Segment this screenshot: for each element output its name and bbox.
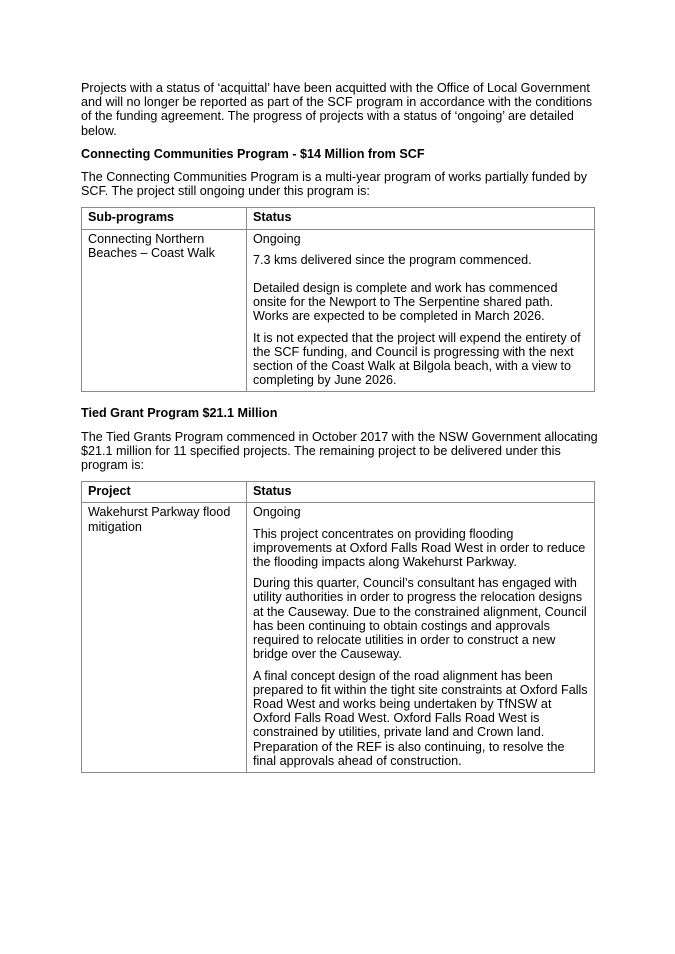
column-header-sub-programs: Sub-programs (82, 208, 247, 229)
status-paragraph: It is not expected that the project will expend the entirety of the SCF funding, and Council is progressing with the next section of the Coast Walk at Bilgola beach, with a view to completing by June 2026. (253, 330, 581, 388)
document-page (81, 81, 601, 787)
table-row (82, 503, 595, 772)
status-cell (247, 503, 595, 772)
status-paragraph: This project concentrates on providing flooding improvements at Oxford Falls Road West in order to reduce the flooding impacts along Wakehurst Parkway. (253, 526, 586, 570)
intro-paragraph: Projects with a status of ‘acquittal’ have been acquitted with the Office of Local Government and will no longer be reported as part of the SCF program in accordance with the conditions of the funding agreement. The progress of projects with a status of ‘ongoing’ are detailed below. (81, 81, 593, 138)
section-intro-tied-grant: The Tied Grants Program commenced in October 2017 with the NSW Government allocating $21.1 million for 11 specified projects. The remaining project to be delivered under this program is: (81, 429, 598, 473)
table-row (82, 229, 595, 392)
column-header-status: Status (247, 482, 595, 503)
status-paragraph: A final concept design of the road alignment has been prepared to fit within the tight site constraints at Oxford Falls Road West and works being undertaken by TfNSW at Oxford Falls Road West. Oxford Falls Road West is constrained by utilities, private land and Crown land. Preparation of the REF is also continuing, to resolve the final approvals ahead of construction. (253, 668, 588, 768)
status-paragraph: During this quarter, Council’s consultant has engaged with utility authorities in order to progress the relocation designs at the Causeway. Due to the constrained alignment, Council has been continuing to obtain costings and approvals required to relocate utilities in order to construct a new bridge over the Causeway. (253, 576, 587, 662)
table-header-row (82, 482, 595, 503)
section-intro-connecting-communities: The Connecting Communities Program is a multi-year program of works partially funded by SCF. The project still ongoing under this program is: (81, 170, 588, 199)
status-value: Ongoing (253, 231, 301, 246)
status-paragraph: 7.3 kms delivered since the program commenced. (253, 252, 532, 267)
projects-table (81, 481, 595, 773)
section-heading-tied-grant: Tied Grant Program $21.1 Million (81, 406, 278, 421)
section-heading-connecting-communities: Connecting Communities Program - $14 Million from SCF (81, 146, 425, 161)
status-cell (247, 229, 595, 392)
sub-program-name: Connecting Northern Beaches – Coast Walk (82, 229, 247, 392)
project-name: Wakehurst Parkway flood mitigation (82, 503, 247, 772)
status-value: Ongoing (253, 505, 301, 520)
column-header-status: Status (247, 208, 595, 229)
column-header-project: Project (82, 482, 247, 503)
status-paragraph: Detailed design is complete and work has commenced onsite for the Newport to The Serpentine shared path. Works are expected to be completed in March 2026. (253, 281, 558, 324)
sub-programs-table (81, 207, 595, 392)
table-header-row (82, 208, 595, 229)
